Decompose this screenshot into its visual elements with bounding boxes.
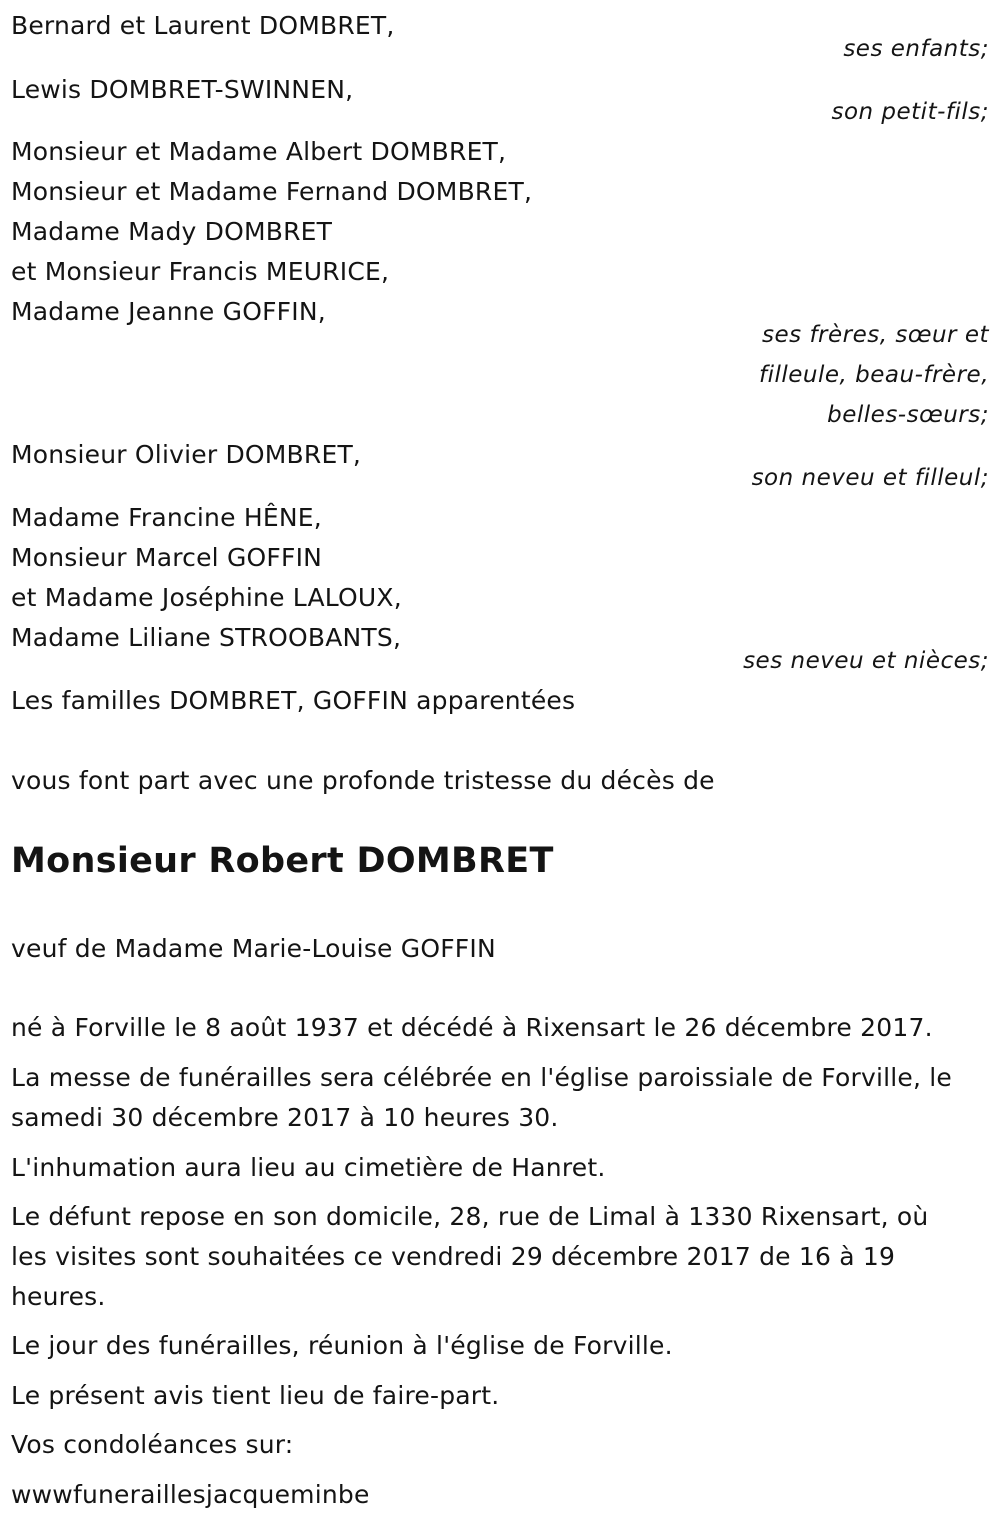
relation-label: belles-sœurs; (827, 402, 989, 428)
family-member-line: Monsieur et Madame Fernand DOMBRET, (11, 177, 533, 206)
family-member-line: Madame Liliane STROOBANTS, (11, 623, 402, 652)
relation-label: ses enfants; (843, 36, 989, 62)
funeral-mass-info: La messe de funérailles sera célébrée en l'église paroissiale de Forville, le samedi 30 décembre 2017 à 10 heures 30. (11, 1063, 952, 1132)
family-member-line: et Monsieur Francis MEURICE, (11, 257, 390, 286)
relation-label: filleule, beau-frère, (759, 362, 989, 388)
family-member-line: Monsieur et Madame Albert DOMBRET, (11, 137, 507, 166)
relation-label: ses neveu et nièces; (743, 648, 989, 674)
widower-line: veuf de Madame Marie-Louise GOFFIN (11, 934, 496, 963)
condolences-website[interactable]: wwwfuneraillesjacqueminbe (11, 1480, 370, 1509)
announcement-intro: vous font part avec une profonde tristesse du décès de (11, 766, 715, 795)
family-member-line: Lewis DOMBRET-SWINNEN, (11, 75, 354, 104)
children-relation (11, 29, 989, 69)
deceased-name: Monsieur Robert DOMBRET (11, 841, 554, 881)
birth-death-dates: né à Forville le 8 août 1937 et décédé à Rixensart le 26 décembre 2017. (11, 1013, 933, 1042)
burial-info: L'inhumation aura lieu au cimetière de Hanret. (11, 1153, 606, 1182)
siblings-block (11, 132, 989, 332)
meeting-info: Le jour des funérailles, réunion à l'église de Forville. (11, 1331, 673, 1360)
nieces-block (11, 498, 989, 658)
nieces-relation (11, 641, 989, 681)
notice-line: Le présent avis tient lieu de faire-part. (11, 1381, 500, 1410)
condolences-label: Vos condoléances sur: (11, 1430, 294, 1459)
family-member-line: Monsieur Olivier DOMBRET, (11, 440, 362, 469)
siblings-relation (11, 315, 989, 435)
family-member-line: Bernard et Laurent DOMBRET, (11, 11, 395, 40)
family-member-line: Madame Jeanne GOFFIN, (11, 297, 326, 326)
relation-label: ses frères, sœur et (762, 322, 989, 348)
relation-label: son neveu et filleul; (751, 465, 989, 491)
nephew-relation (11, 458, 989, 498)
relation-label: son petit-fils; (831, 99, 989, 125)
family-member-line: Madame Francine HÊNE, (11, 503, 322, 532)
grandson-relation (11, 92, 989, 132)
family-member-line: Monsieur Marcel GOFFIN (11, 543, 323, 572)
visits-info: Le défunt repose en son domicile, 28, rue de Limal à 1330 Rixensart, où les visites sont souhaitées ce vendredi 29 décembre 2017 de 16 à 19 heures. (11, 1202, 929, 1311)
family-member-line: et Madame Joséphine LALOUX, (11, 583, 402, 612)
family-member-line: Madame Mady DOMBRET (11, 217, 333, 246)
related-families: Les familles DOMBRET, GOFFIN apparentées (11, 686, 576, 715)
